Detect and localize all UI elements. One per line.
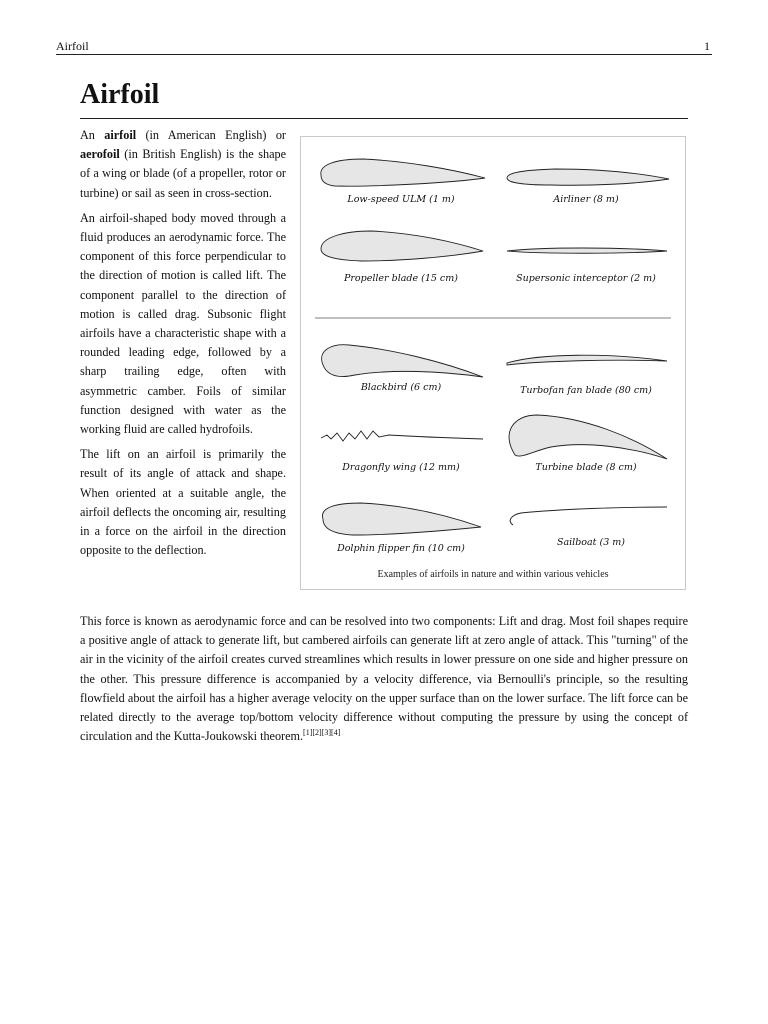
label-sailboat: Sailboat (3 m): [556, 537, 626, 548]
dragonfly-wing-shape: [321, 431, 483, 441]
text-run: An: [80, 128, 105, 142]
label-turbine: Turbine blade (8 cm): [535, 462, 637, 473]
label-blackbird: Blackbird (6 cm): [360, 382, 442, 393]
term-aerofoil: aerofoil: [80, 147, 120, 162]
header-section-title: Airfoil: [56, 39, 89, 53]
label-dolphin: Dolphin flipper fin (10 cm): [337, 543, 465, 554]
text-run: (in American English) or: [136, 128, 286, 142]
turbofan-airfoil-shape: [507, 355, 667, 365]
page-number: 1: [704, 39, 710, 53]
paragraph-lift-part1: The lift on an airfoil is primarily the result of its angle of attack and shape. When oriented at a suitable angle, the airfoil deflects the oncoming air, resulting in a force on the airfoil in the direction opposite to the deflection.: [80, 447, 286, 558]
paragraph-aerodynamic-force: An airfoil-shaped body moved through a fluid produces an aerodynamic force. The component of this force perpendicular to the direction of motion is called lift. The component parallel to the direction of motion is called drag. Subsonic flight airfoils have a characteristic shape with a rounded leading edge, followed by a sharp trailing edge, often with asymmetric camber. Foils of similar function designed with water as the working fluid are called hydrofoils.: [80, 210, 286, 437]
text-run: This force is known as aerodynamic force and can be resolved into two components: Lift and drag. Most foil shapes require a positive angle of attack to generate lift, but cambered airfoils can generate lift at zero angle of attack. This "turning" of the air in the vicinity of the airfoil creates curved streamlines which results in lower pressure on one side and higher pressure on the other. This pressure difference is accompanied by a velocity difference, via Bernoulli's principle, so the resulting flowfield about the airfoil has a higher average velocity on the upper surface than on the lower surface. The lift force can be related directly to the average top/bottom velocity difference without computing the pressure by using the concept of circulation and the Kutta-Joukowski theorem.: [80, 614, 688, 744]
propeller-airfoil-shape: [321, 231, 483, 261]
turbine-airfoil-shape: [509, 415, 667, 459]
blackbird-airfoil-shape: [322, 345, 483, 377]
label-propeller: Propeller blade (15 cm): [344, 273, 458, 284]
term-airfoil: airfoil: [104, 128, 137, 142]
reference-links[interactable]: [1][2][3][4]: [303, 728, 341, 738]
label-dragonfly: Dragonfly wing (12 mm): [342, 462, 460, 473]
dolphin-fin-shape: [322, 503, 481, 535]
paragraph-definition: [80, 126, 286, 203]
sailboat-sail-shape: [510, 507, 667, 525]
label-interceptor: Supersonic interceptor (2 m): [516, 273, 656, 284]
figure-caption: Examples of airfoils in nature and within various vehicles: [377, 569, 609, 580]
airfoil-drawings: [301, 137, 685, 589]
interceptor-airfoil-shape: [507, 248, 667, 253]
airfoil-examples-figure: [300, 136, 686, 590]
page-title: Airfoil: [80, 78, 688, 119]
text-run: (in British English) is the shape of a wing or blade (of a propeller, rotor or turbine) or sail as seen in cross-section.: [80, 147, 286, 200]
airliner-airfoil-shape: [507, 169, 669, 185]
intro-column: [80, 126, 286, 566]
label-airliner: Airliner (8 m): [553, 194, 619, 205]
label-turbofan: Turbofan fan blade (80 cm): [520, 385, 652, 396]
label-ulm: Low-speed ULM (1 m): [347, 194, 455, 205]
running-header: [56, 38, 712, 55]
paragraph-lift-part2: [80, 612, 688, 746]
ulm-airfoil-shape: [321, 159, 485, 186]
